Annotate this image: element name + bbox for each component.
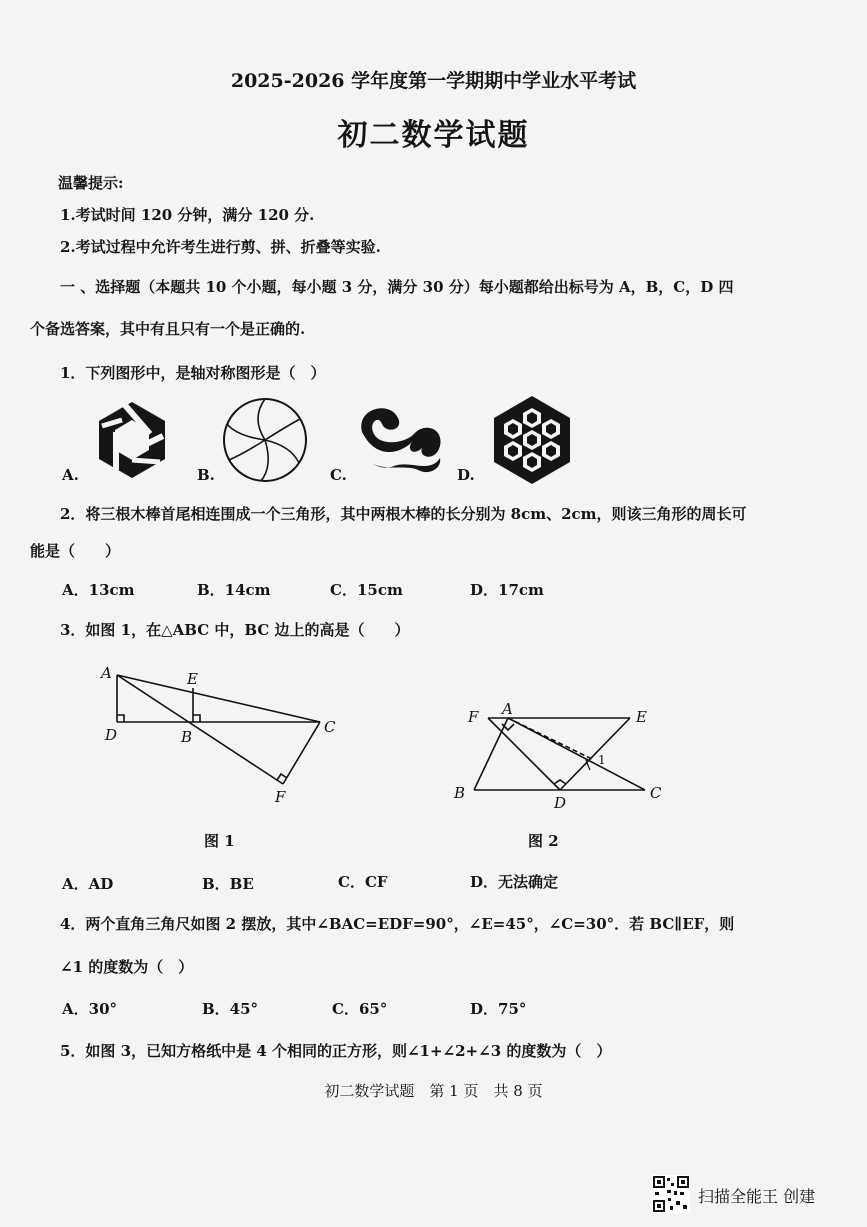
q1-figure-b-pinwheel <box>224 399 306 481</box>
figure-2-caption: 图 2 <box>528 832 559 850</box>
q1-option-c: C. <box>330 466 347 484</box>
figure-2-label-a: A <box>502 700 513 718</box>
figure-2-label-f: F <box>468 708 479 726</box>
q2-stem-line2: 能是（ ） <box>30 542 121 560</box>
notice-heading: 温馨提示: <box>58 174 124 192</box>
q2-option-b: B．14cm <box>197 581 271 599</box>
section1-intro-line1: 一 、选择题（本题共 10 个小题，每小题 3 分，满分 30 分）每小题都给出标号为 A，B，C，D 四 <box>60 278 734 296</box>
q4-option-c: C．65° <box>332 1000 388 1018</box>
figure-2-label-b: B <box>454 784 466 802</box>
scanner-watermark: 扫描全能王 创建 <box>698 1187 816 1206</box>
figure-1-diagram <box>95 660 355 810</box>
notice-item-2: 2.考试过程中允许考生进行剪、拼、折叠等实验. <box>60 238 381 256</box>
figure-1-label-f: F <box>275 788 286 806</box>
exam-title: 2025-2026 学年度第一学期期中学业水平考试 <box>230 70 637 92</box>
q1-option-d: D. <box>457 466 475 484</box>
section1-intro-line2: 个备选答案，其中有且只有一个是正确的. <box>30 320 306 338</box>
q1-figure-a-logo <box>99 402 165 478</box>
q1-option-a: A. <box>62 466 79 484</box>
q1-figure-d-hexagons <box>494 396 570 484</box>
q3-option-c: C．CF <box>338 873 388 891</box>
q4-stem-line1: 4．两个直角三角尺如图 2 摆放，其中∠BAC=EDF=90°，∠E=45°，∠C=30°．若 BC∥EF，则 <box>60 915 735 933</box>
q2-option-a: A．13cm <box>62 581 135 599</box>
figure-1-label-e: E <box>187 670 198 688</box>
q3-option-a: A．AD <box>62 875 114 893</box>
q3-option-b: B．BE <box>202 875 254 893</box>
figure-2-label-e: E <box>636 708 647 726</box>
figure-2-label-c: C <box>650 784 662 802</box>
q1-figure-c-cloud <box>361 408 440 472</box>
page-footer: 初二数学试题 第 1 页 共 8 页 <box>324 1082 543 1100</box>
notice-item-1: 1.考试时间 120 分钟，满分 120 分. <box>60 206 315 224</box>
q3-option-d: D．无法确定 <box>470 873 559 891</box>
q1-stem: 1．下列图形中，是轴对称图形是（ ） <box>60 364 326 382</box>
figure-2-label-d: D <box>554 794 567 810</box>
figure-2-diagram <box>450 700 680 810</box>
figure-1-label-a: A <box>101 664 112 682</box>
q2-option-c: C．15cm <box>330 581 403 599</box>
q4-stem-line2: ∠1 的度数为（ ） <box>60 958 194 976</box>
figure-1-label-b: B <box>181 728 193 746</box>
q4-option-d: D．75° <box>470 1000 527 1018</box>
q2-stem-line1: 2．将三根木棒首尾相连围成一个三角形，其中两根木棒的长分别为 8cm、2cm，则该三角形的周长可 <box>60 505 747 523</box>
subject-title: 初二数学试题 <box>337 118 530 153</box>
q1-option-b: B. <box>197 466 215 484</box>
qr-code-icon <box>652 1175 690 1213</box>
figure-1-label-d: D <box>105 726 118 744</box>
figure-2-label-angle-1: 1 <box>598 753 606 767</box>
q2-option-d: D．17cm <box>470 581 544 599</box>
q5-stem: 5．如图 3，已知方格纸中是 4 个相同的正方形，则∠1+∠2+∠3 的度数为（ ） <box>60 1042 612 1060</box>
figure-1-label-c: C <box>324 718 336 736</box>
q3-stem: 3．如图 1，在△ABC 中，BC 边上的高是（ ） <box>60 621 410 639</box>
q4-option-a: A．30° <box>62 1000 118 1018</box>
figure-1-caption: 图 1 <box>204 832 235 850</box>
q4-option-b: B．45° <box>202 1000 259 1018</box>
